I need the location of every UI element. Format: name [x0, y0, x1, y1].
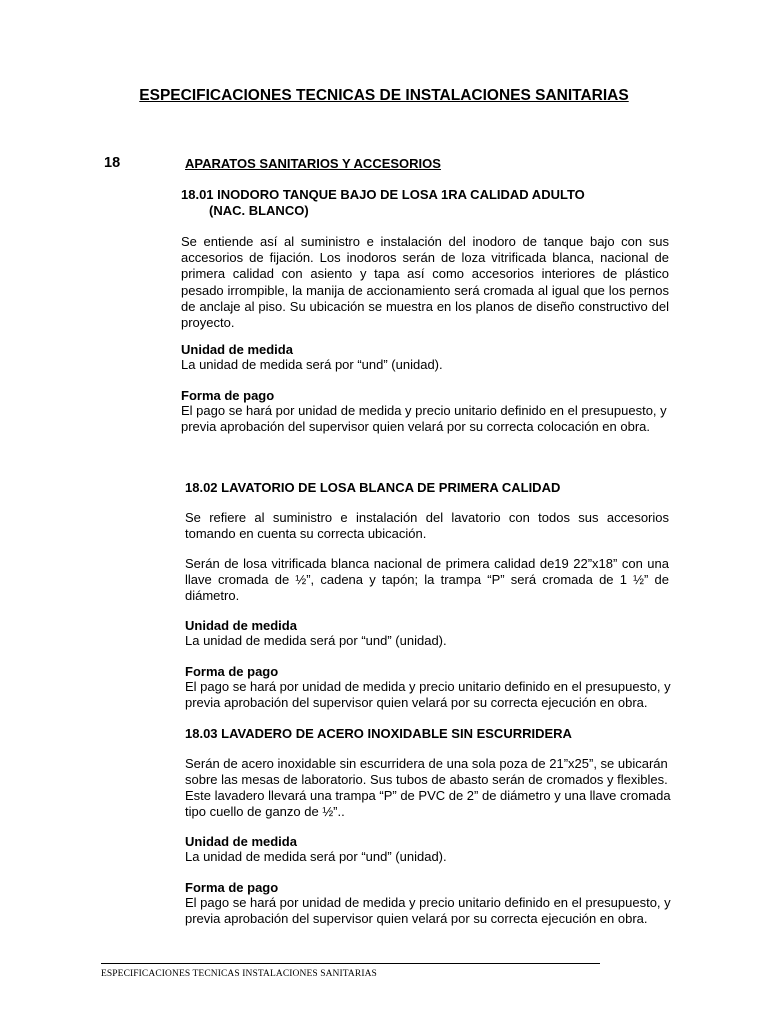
section-heading: 18.02 LAVATORIO DE LOSA BLANCA DE PRIMERA CALIDAD: [185, 480, 561, 495]
section-paragraph: Serán de losa vitrificada blanca nacional de primera calidad de19 22”x18” con una llave cromada de ½”, cadena y tapón; la trampa “P” será cromada de 1 ½” de diámetro.: [185, 556, 669, 604]
payment-label: Forma de pago: [185, 880, 279, 895]
unit-label: Unidad de medida: [181, 342, 293, 357]
document-title: ESPECIFICACIONES TECNICAS DE INSTALACIONES SANITARIAS: [139, 87, 629, 104]
unit-text: La unidad de medida será por “und” (unidad).: [185, 849, 447, 864]
payment-label: Forma de pago: [181, 388, 275, 403]
paragraph-line: Este lavadero llevará una trampa “P” de PVC de 2” de diámetro y una llave cromada: [185, 788, 671, 803]
section-heading: 18.01 INODORO TANQUE BAJO DE LOSA 1RA CALIDAD ADULTO: [181, 187, 585, 202]
section-heading: 18.03 LAVADERO DE ACERO INOXIDABLE SIN ESCURRIDERA: [185, 726, 572, 741]
unit-text: La unidad de medida será por “und” (unidad).: [185, 633, 447, 648]
unit-label: Unidad de medida: [185, 834, 297, 849]
paragraph-line: Serán de acero inoxidable sin escurridera de una sola poza de 21”x25”, se ubicarán: [185, 756, 668, 771]
page-footer: ESPECIFICACIONES TECNICAS INSTALACIONES SANITARIAS: [101, 969, 377, 979]
paragraph-line: tipo cuello de ganzo de ½”..: [185, 804, 345, 819]
section-18-01: [181, 187, 669, 219]
section-paragraph: Se entiende así al suministro e instalación del inodoro de tanque bajo con sus accesorios de fijación. Los inodoros serán de loza vitrificada blanca, nacional de primera calidad con asiento y tapa así como accesorios interiores de plástico pesado irrompible, la manija de accionamiento será cromada al igual que los pernos de anclaje al piso. Su ubicación se muestra en los planos de diseño constructivo del proyecto.: [181, 234, 669, 331]
payment-label: Forma de pago: [185, 664, 279, 679]
footer-rule: [101, 963, 600, 964]
unit-label: Unidad de medida: [185, 618, 297, 633]
payment-text-line1: El pago se hará por unidad de medida y precio unitario definido en el presupuesto, y: [185, 895, 671, 910]
paragraph-line: sobre las mesas de laboratorio. Sus tubos de abasto serán de cromados y flexibles.: [185, 772, 668, 787]
chapter-number: 18: [104, 155, 121, 171]
payment-text-line2: previa aprobación del supervisor quien velará por su correcta ejecución en obra.: [185, 695, 648, 710]
payment-text-line1: El pago se hará por unidad de medida y precio unitario definido en el presupuesto, y: [181, 403, 667, 418]
chapter-title: APARATOS SANITARIOS Y ACCESORIOS: [185, 156, 441, 171]
section-paragraph: Se refiere al suministro e instalación del lavatorio con todos sus accesorios tomando en cuenta su correcta ubicación.: [185, 510, 669, 542]
payment-text-line1: El pago se hará por unidad de medida y precio unitario definido en el presupuesto, y: [185, 679, 671, 694]
unit-text: La unidad de medida será por “und” (unidad).: [181, 357, 443, 372]
payment-text-line2: previa aprobación del supervisor quien velará por su correcta ejecución en obra.: [185, 911, 648, 926]
payment-text-line2: previa aprobación del supervisor quien velará por su correcta colocación en obra.: [181, 419, 650, 434]
section-heading-line2: (NAC. BLANCO): [209, 203, 309, 218]
